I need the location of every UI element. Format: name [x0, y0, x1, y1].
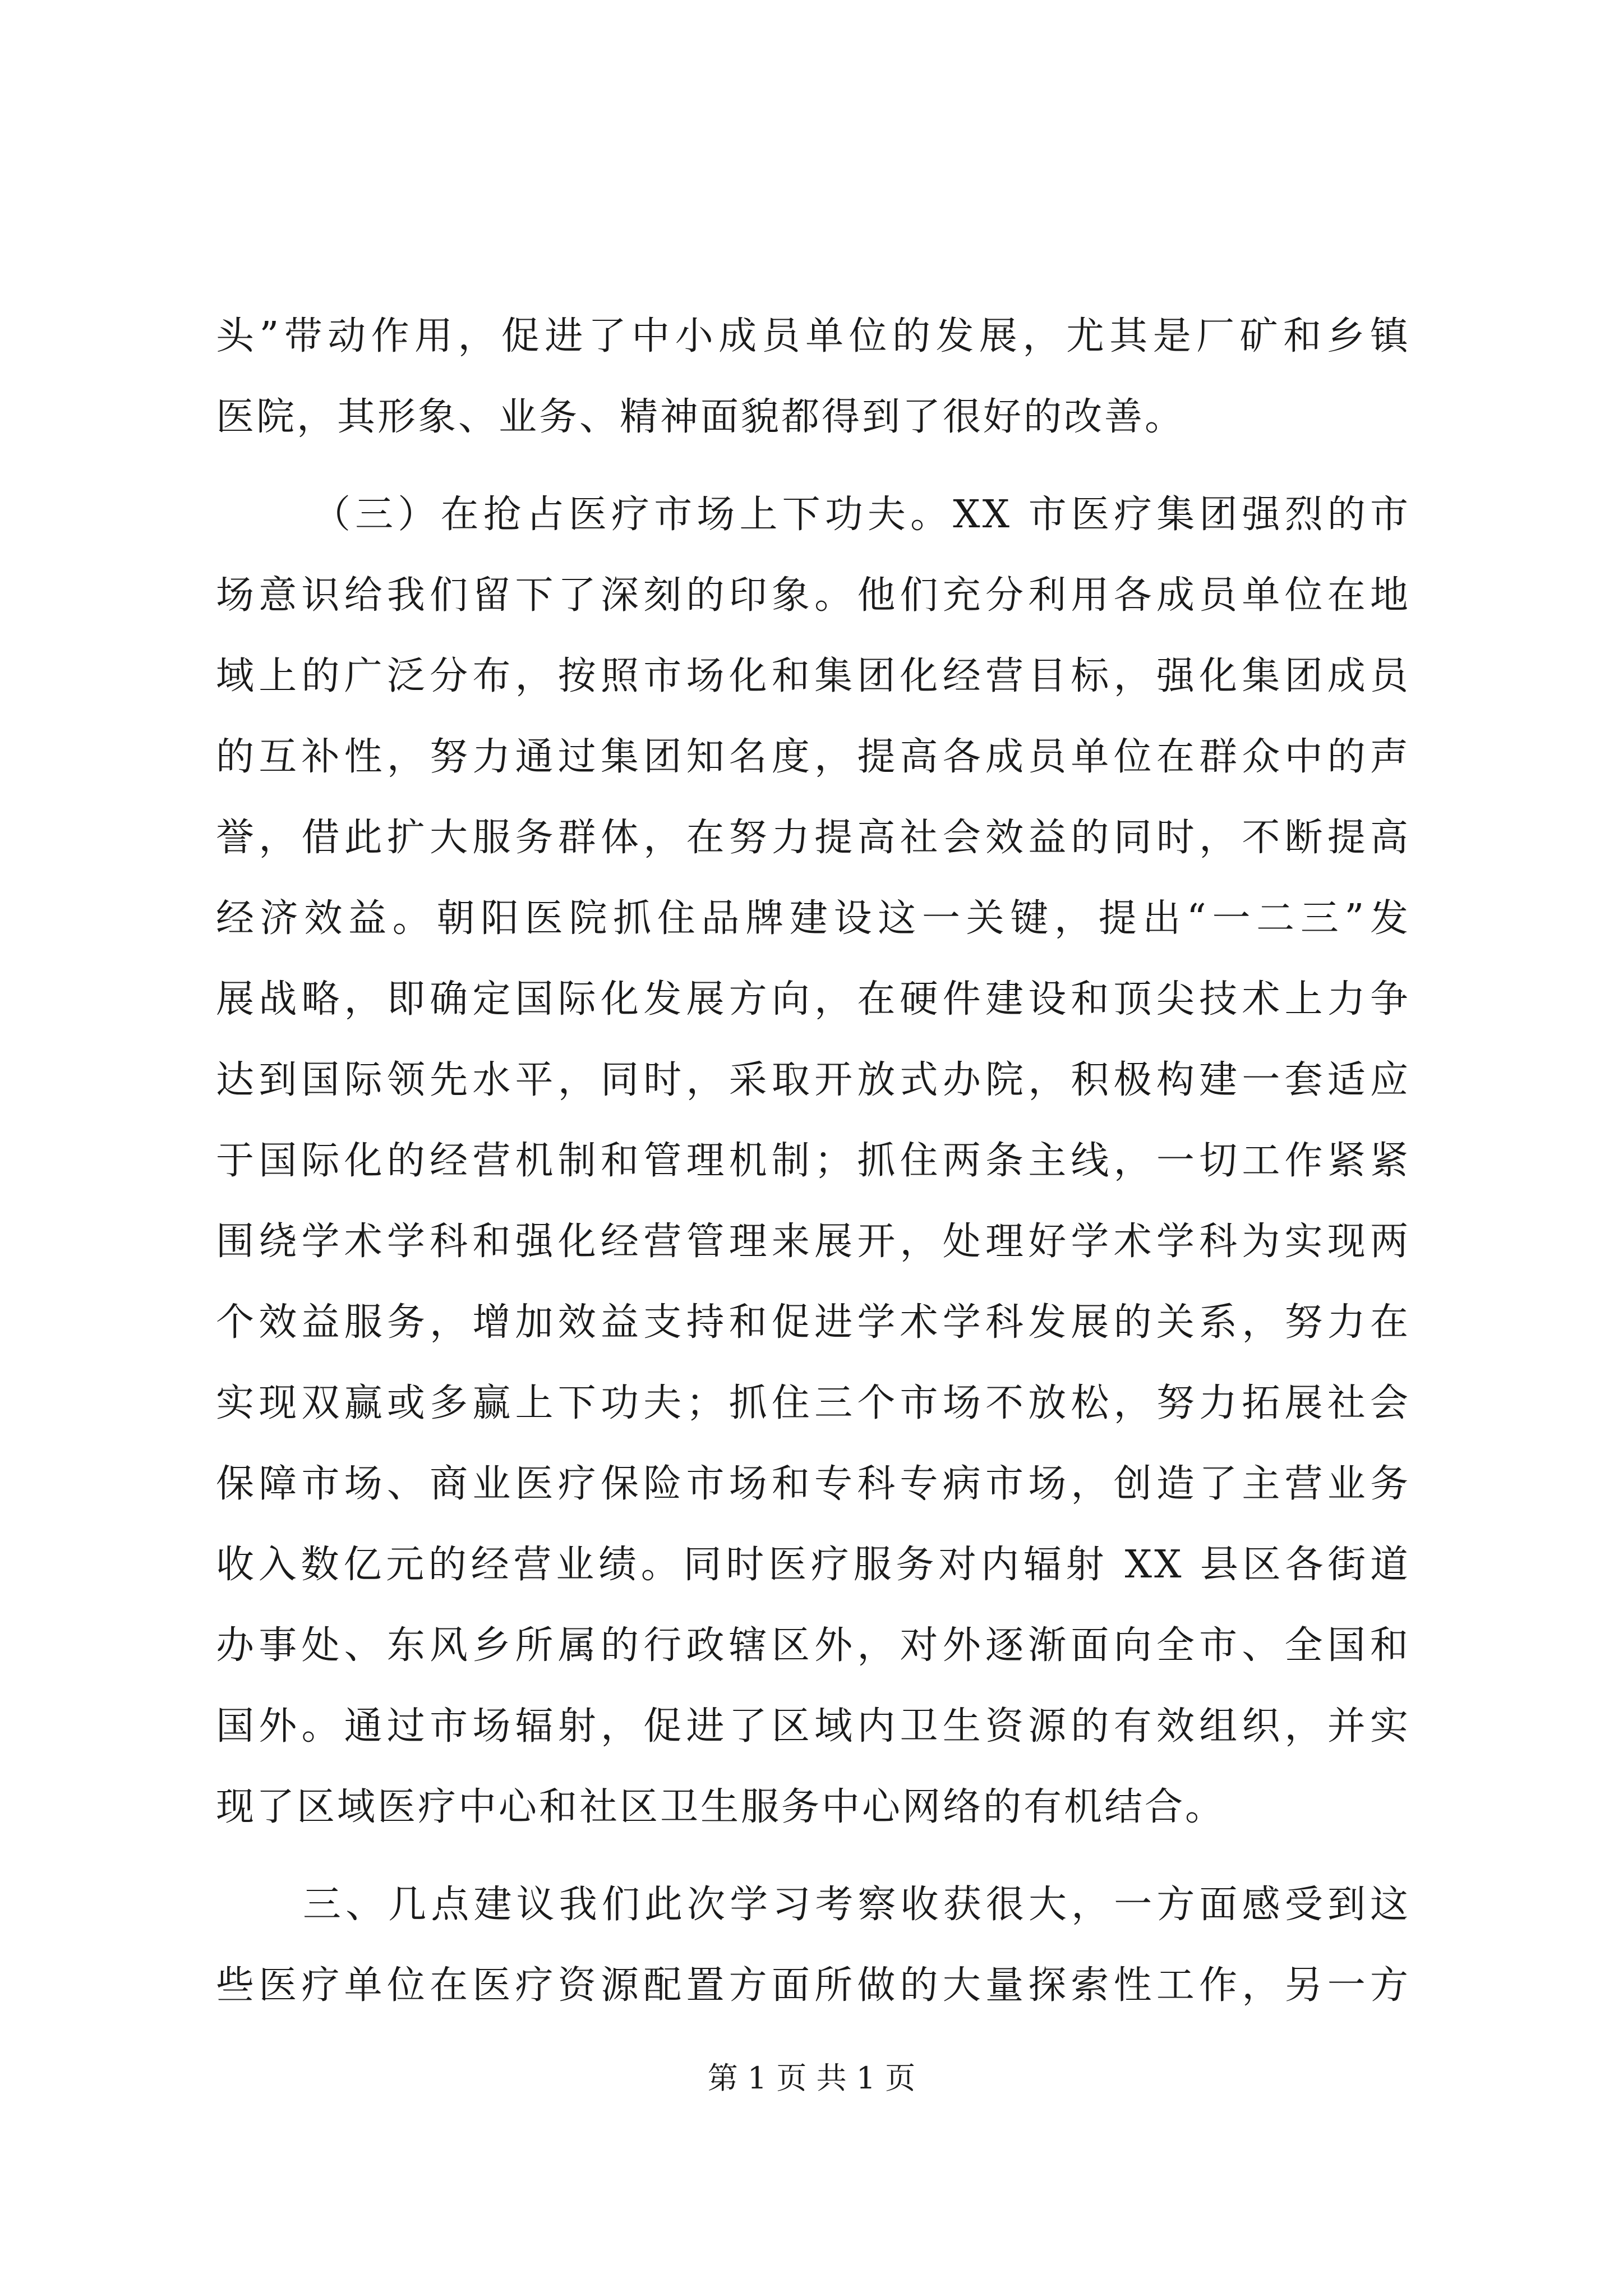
text-line: 于国际化的经营机制和管理机制；抓住两条主线，一切工作紧紧 [216, 1139, 1410, 1183]
text-line: 个效益服务，增加效益支持和促进学术学科发展的关系，努力在 [216, 1300, 1410, 1345]
text-line: 域上的广泛分布，按照市场化和集团化经营目标，强化集团成员 [216, 654, 1410, 698]
text-line: （三）在抢占医疗市场上下功夫。XX 市医疗集团强烈的市 [312, 493, 1410, 537]
text-line: 誉，借此扩大服务群体，在努力提高社会效益的同时，不断提高 [216, 816, 1410, 860]
document-body [216, 296, 1410, 2026]
text-line: 些医疗单位在医疗资源配置方面所做的大量探索性工作，另一方 [216, 1963, 1410, 2008]
text-line: 现了区域医疗中心和社区卫生服务中心网络的有机结合。 [216, 1785, 1226, 1829]
text-line: 经济效益。朝阳医院抓住品牌建设这一关键，提出“一二三”发 [216, 896, 1410, 941]
text-line: 办事处、东风乡所属的行政辖区外，对外逐渐面向全市、全国和 [216, 1623, 1410, 1668]
text-line: 围绕学术学科和强化经营管理来展开，处理好学术学科为实现两 [216, 1220, 1410, 1264]
text-line: 达到国际领先水平，同时，采取开放式办院，积极构建一套适应 [216, 1058, 1410, 1102]
text-line: 实现双赢或多赢上下功夫；抓住三个市场不放松，努力拓展社会 [216, 1381, 1410, 1425]
page-number-footer: 第 1 页 共 1 页 [707, 2060, 916, 2096]
text-line: 展战略，即确定国际化发展方向，在硬件建设和顶尖技术上力争 [216, 977, 1410, 1022]
text-line: 头”带动作用，促进了中小成员单位的发展，尤其是厂矿和乡镇 [216, 314, 1410, 358]
text-line: 的互补性，努力通过集团知名度，提高各成员单位在群众中的声 [216, 735, 1410, 779]
text-line: 国外。通过市场辐射，促进了区域内卫生资源的有效组织，并实 [216, 1704, 1410, 1749]
text-line: 保障市场、商业医疗保险市场和专科专病市场，创造了主营业务 [216, 1462, 1410, 1506]
text-line: 三、几点建议我们此次学习考察收获很大，一方面感受到这 [303, 1883, 1410, 1927]
text-line: 医院，其形象、业务、精神面貌都得到了很好的改善。 [216, 395, 1186, 439]
text-line: 收入数亿元的经营业绩。同时医疗服务对内辐射 XX 县区各街道 [216, 1543, 1410, 1587]
text-line: 场意识给我们留下了深刻的印象。他们充分利用各成员单位在地 [216, 573, 1410, 618]
